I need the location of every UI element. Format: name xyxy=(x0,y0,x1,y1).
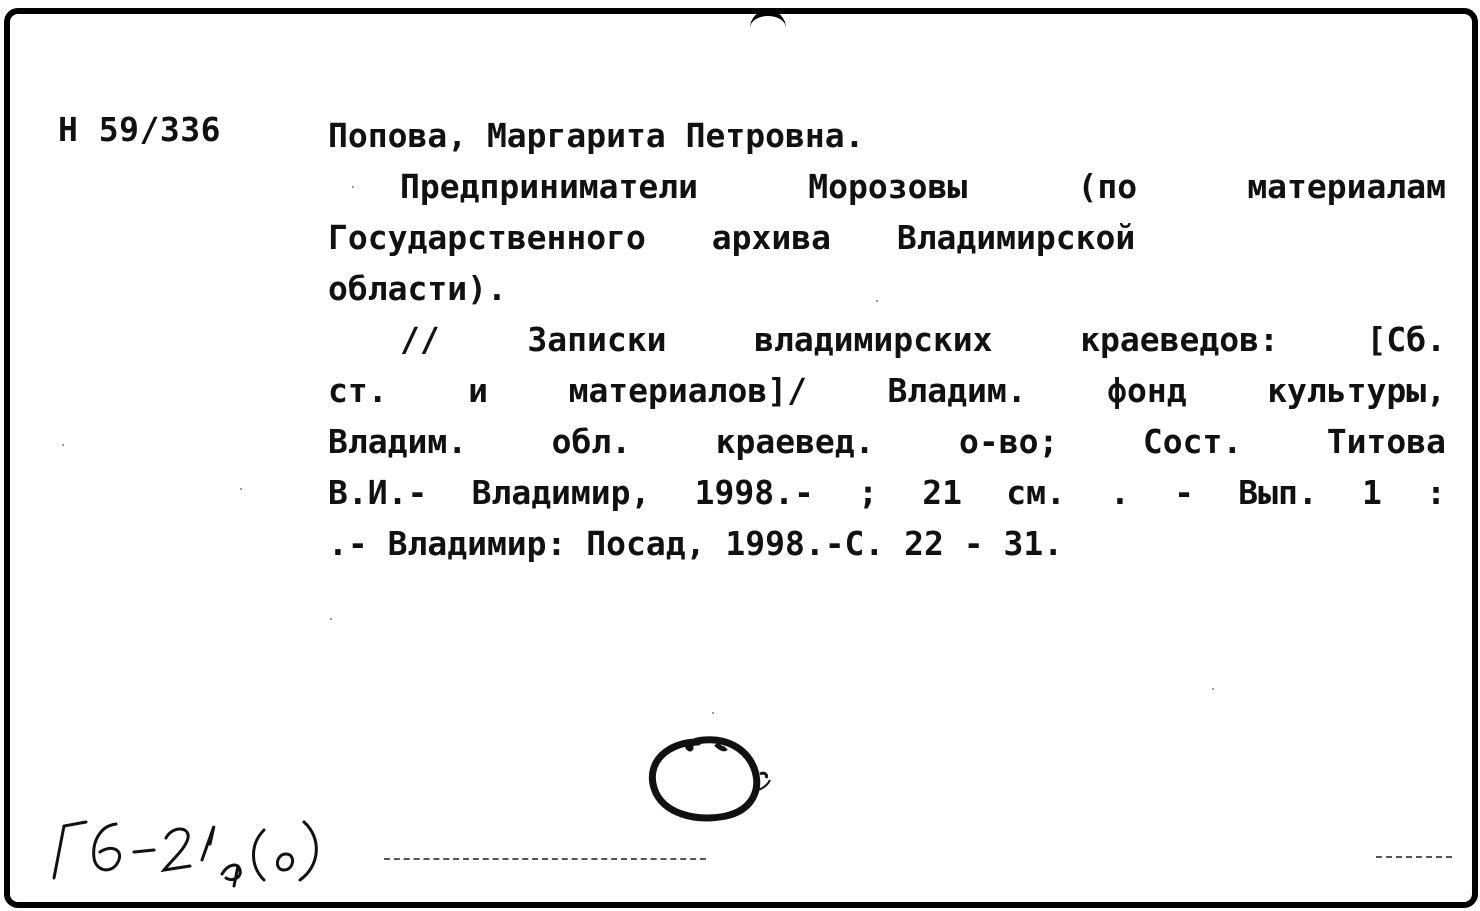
speck xyxy=(352,186,354,188)
punch-hole-mark xyxy=(640,730,780,830)
speck xyxy=(62,444,64,446)
title-line-1: Предприниматели Морозовы (по материалам xyxy=(400,167,1446,206)
title-line-3: области). xyxy=(328,269,507,308)
card-top-notch xyxy=(750,10,786,30)
source-line-4: В.И.- Владимир, 1998.- ; 21 см. . - Вып. 1 : xyxy=(328,473,1446,512)
speck xyxy=(712,712,714,714)
source-line-5: .- Владимир: Посад, 1998.-С. 22 - 31. xyxy=(328,524,1064,563)
speck xyxy=(330,618,332,620)
shelf-mark: Н 59/336 xyxy=(58,110,221,149)
dashed-rule-right xyxy=(1376,856,1452,858)
source-line-3: Владим. обл. краевед. о-во; Сост. Титова xyxy=(328,422,1446,461)
dashed-rule-left xyxy=(384,858,706,860)
bibliographic-record xyxy=(328,110,1446,569)
source-line-1: // Записки владимирских краеведов: [Сб. xyxy=(400,320,1446,359)
title-line-2: Государственного архива Владимирской xyxy=(328,218,1136,257)
handwritten-code xyxy=(42,808,362,888)
author-heading: Попова, Маргарита Петровна. xyxy=(328,116,865,155)
source-line-2: ст. и материалов]/ Владим. фонд культуры, xyxy=(328,371,1446,410)
speck xyxy=(240,488,242,490)
speck xyxy=(876,300,878,302)
speck xyxy=(1212,688,1214,690)
